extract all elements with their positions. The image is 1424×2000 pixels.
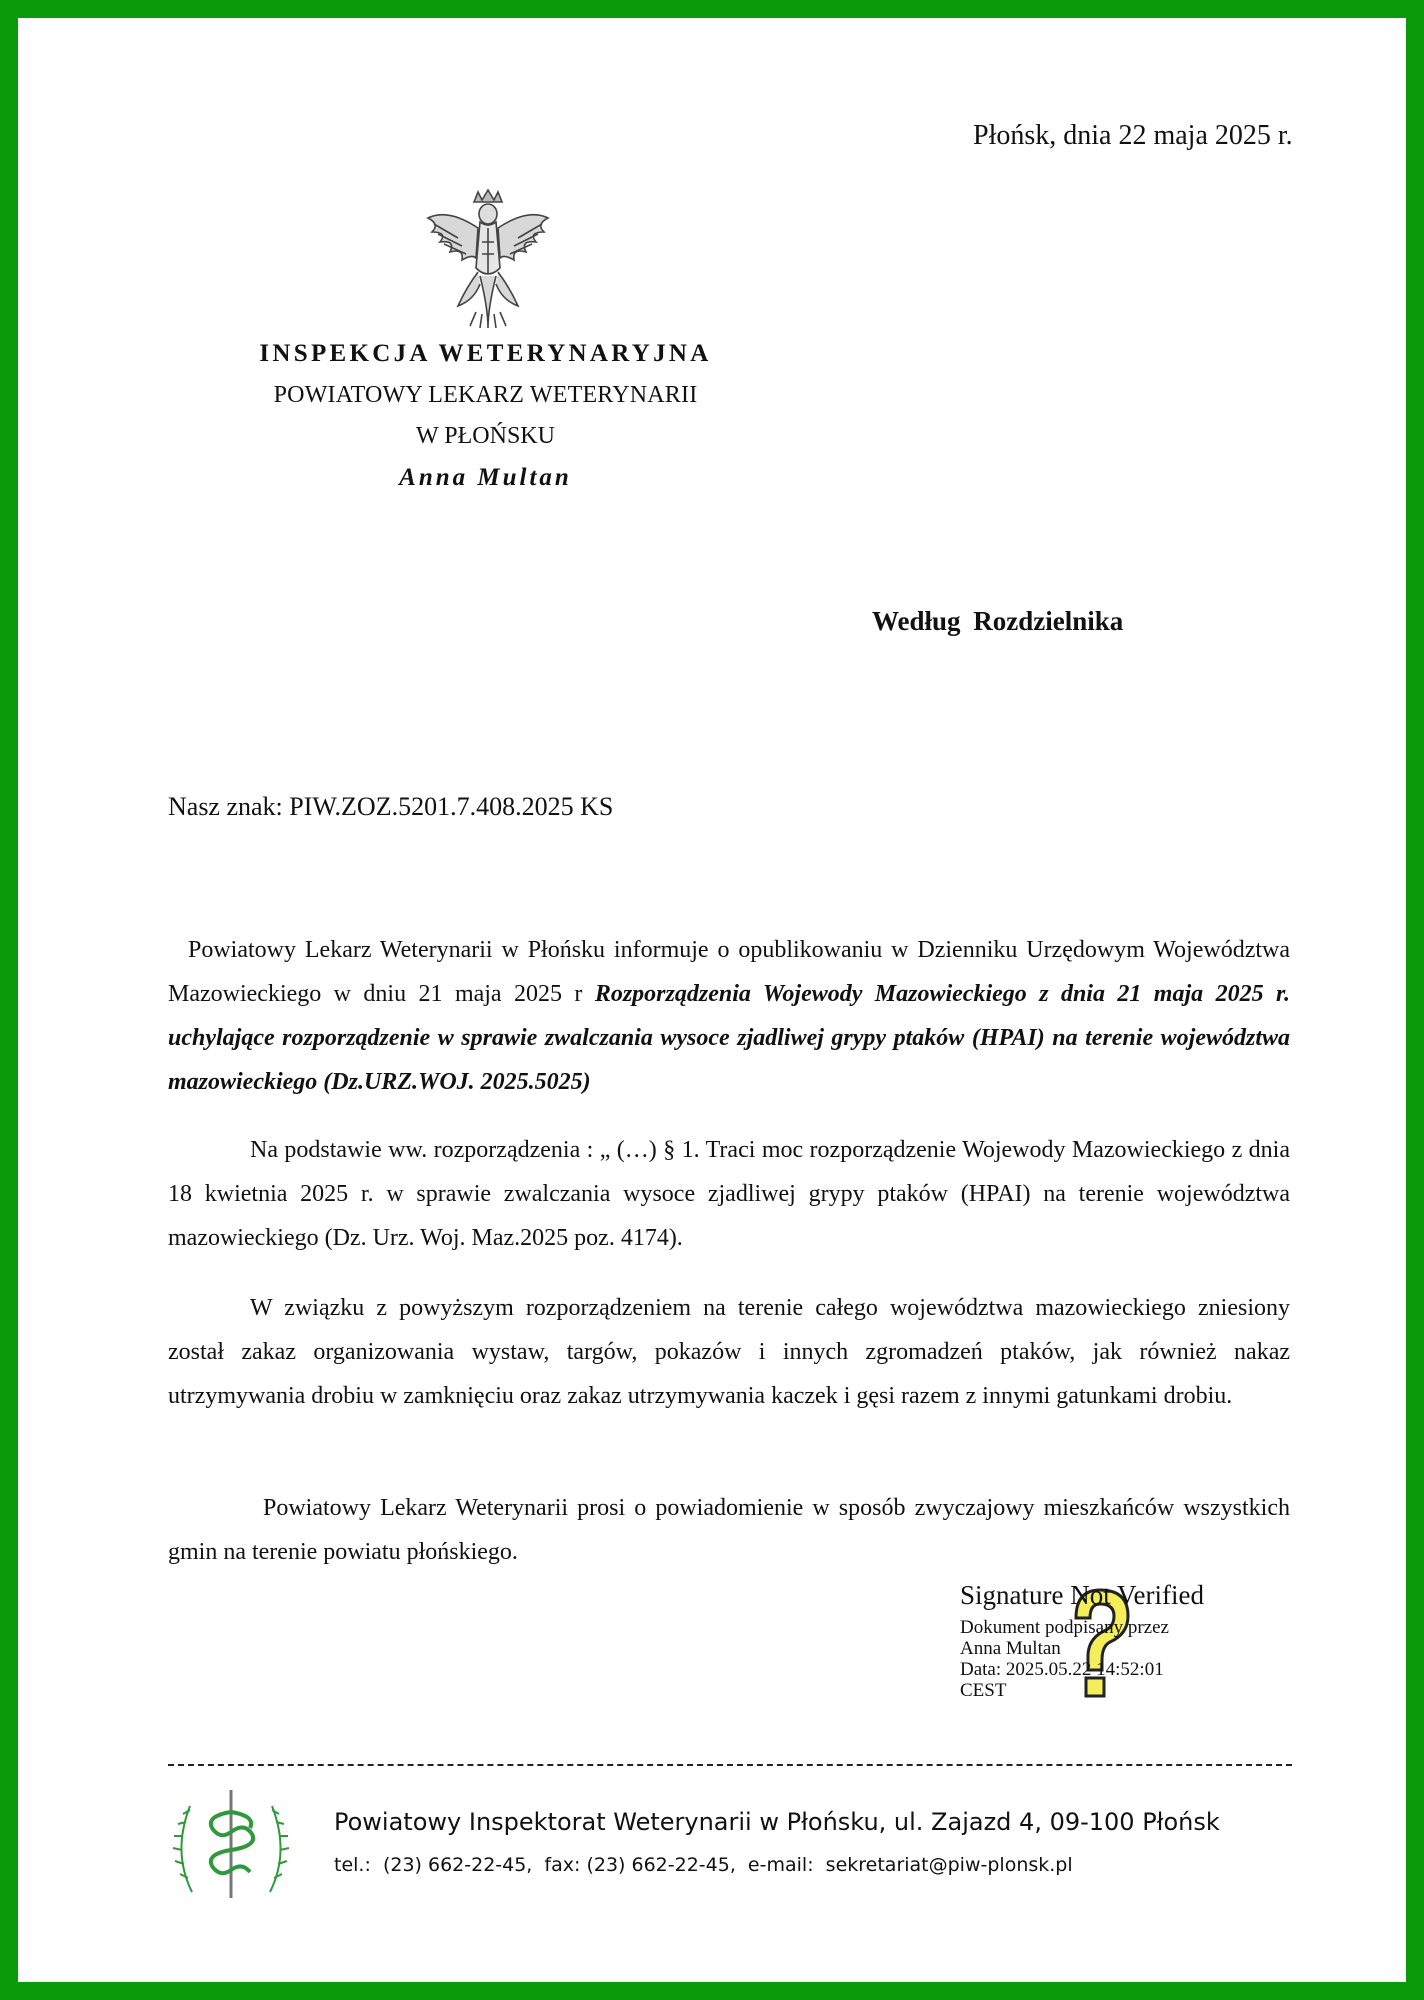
- signature-status: Signature Not Verified: [960, 1580, 1204, 1610]
- document-date: Płońsk, dnia 22 maja 2025 r.: [973, 120, 1293, 151]
- paragraph-1-plain: Powiatowy Lekarz Weterynarii w Płońsku informuje o opublikowaniu w Dzienniku Urzędowym Województwa Mazowieckiego w dniu 21 maja 2025 r: [168, 937, 1290, 1007]
- officer-title: POWIATOWY LEKARZ WETERYNARII: [273, 382, 698, 408]
- recipient: Według Rozdzielnika: [872, 606, 1124, 636]
- footer-address: Powiatowy Inspektorat Weterynarii w Płońsku, ul. Zajazd 4, 09-100 Płońsk: [334, 1808, 1220, 1836]
- footer-divider: [168, 1764, 1292, 1766]
- polish-eagle-emblem-icon: [418, 188, 558, 333]
- reference-number: Nasz znak: PIW.ZOZ.5201.7.408.2025 KS: [168, 792, 614, 821]
- signature-line-3: Data: 2025.05.22 14:52:01: [960, 1659, 1164, 1680]
- veterinary-caduceus-logo-icon: [168, 1782, 294, 1906]
- body-paragraph-2: Na podstawie ww. rozporządzenia : „ (…) § 1. Traci moc rozporządzenie Wojewody Mazowieckiego z dnia 18 kwietnia 2025 r. w sprawie zwalczania wysoce zjadliwej grypy ptaków (HPAI) na terenie województwa mazowieckiego (Dz. Urz. Woj. Maz.2025 poz. 4174).: [168, 1137, 1290, 1251]
- institution-name: INSPEKCJA WETERYNARYJNA: [259, 340, 712, 367]
- officer-city: W PŁOŃSKU: [416, 423, 555, 449]
- footer-contact: tel.: (23) 662-22-45, fax: (23) 662-22-45, e-mail: sekretariat@piw-plonsk.pl: [334, 1854, 1073, 1876]
- signature-block: [960, 1580, 1260, 1701]
- signature-details: [960, 1617, 1260, 1701]
- issuer-block: [218, 336, 753, 492]
- body-paragraph-3: W związku z powyższym rozporządzeniem na terenie całego województwa mazowieckiego zniesiony został zakaz organizowania wystaw, targów, pokazów i innych zgromadzeń ptaków, jak również nakaz utrzymywania drobiu w zamknięciu oraz zakaz utrzymywania kaczek i gęsi razem z innymi gatunkami drobiu.: [168, 1295, 1290, 1409]
- body-paragraph-4: Powiatowy Lekarz Weterynarii prosi o powiadomienie w sposób zwyczajowy mieszkańców wszystkich gmin na terenie powiatu płońskiego.: [168, 1495, 1290, 1565]
- officer-name: Anna Multan: [399, 464, 572, 491]
- signature-line-2: Anna Multan: [960, 1638, 1061, 1659]
- regulation-title: Rozporządzenia Wojewody Mazowieckiego z dnia 21 maja 2025 r. uchylające rozporządzenie w sprawie zwalczania wysoce zjadliwej grypy ptaków (HPAI) na terenie województwa mazowieckiego (Dz.URZ.WOJ. 2025.5025): [168, 981, 1290, 1095]
- signature-line-4: CEST: [960, 1680, 1007, 1701]
- body-paragraph-1: [168, 928, 1290, 1104]
- signature-line-1: Dokument podpisany przez: [960, 1617, 1169, 1638]
